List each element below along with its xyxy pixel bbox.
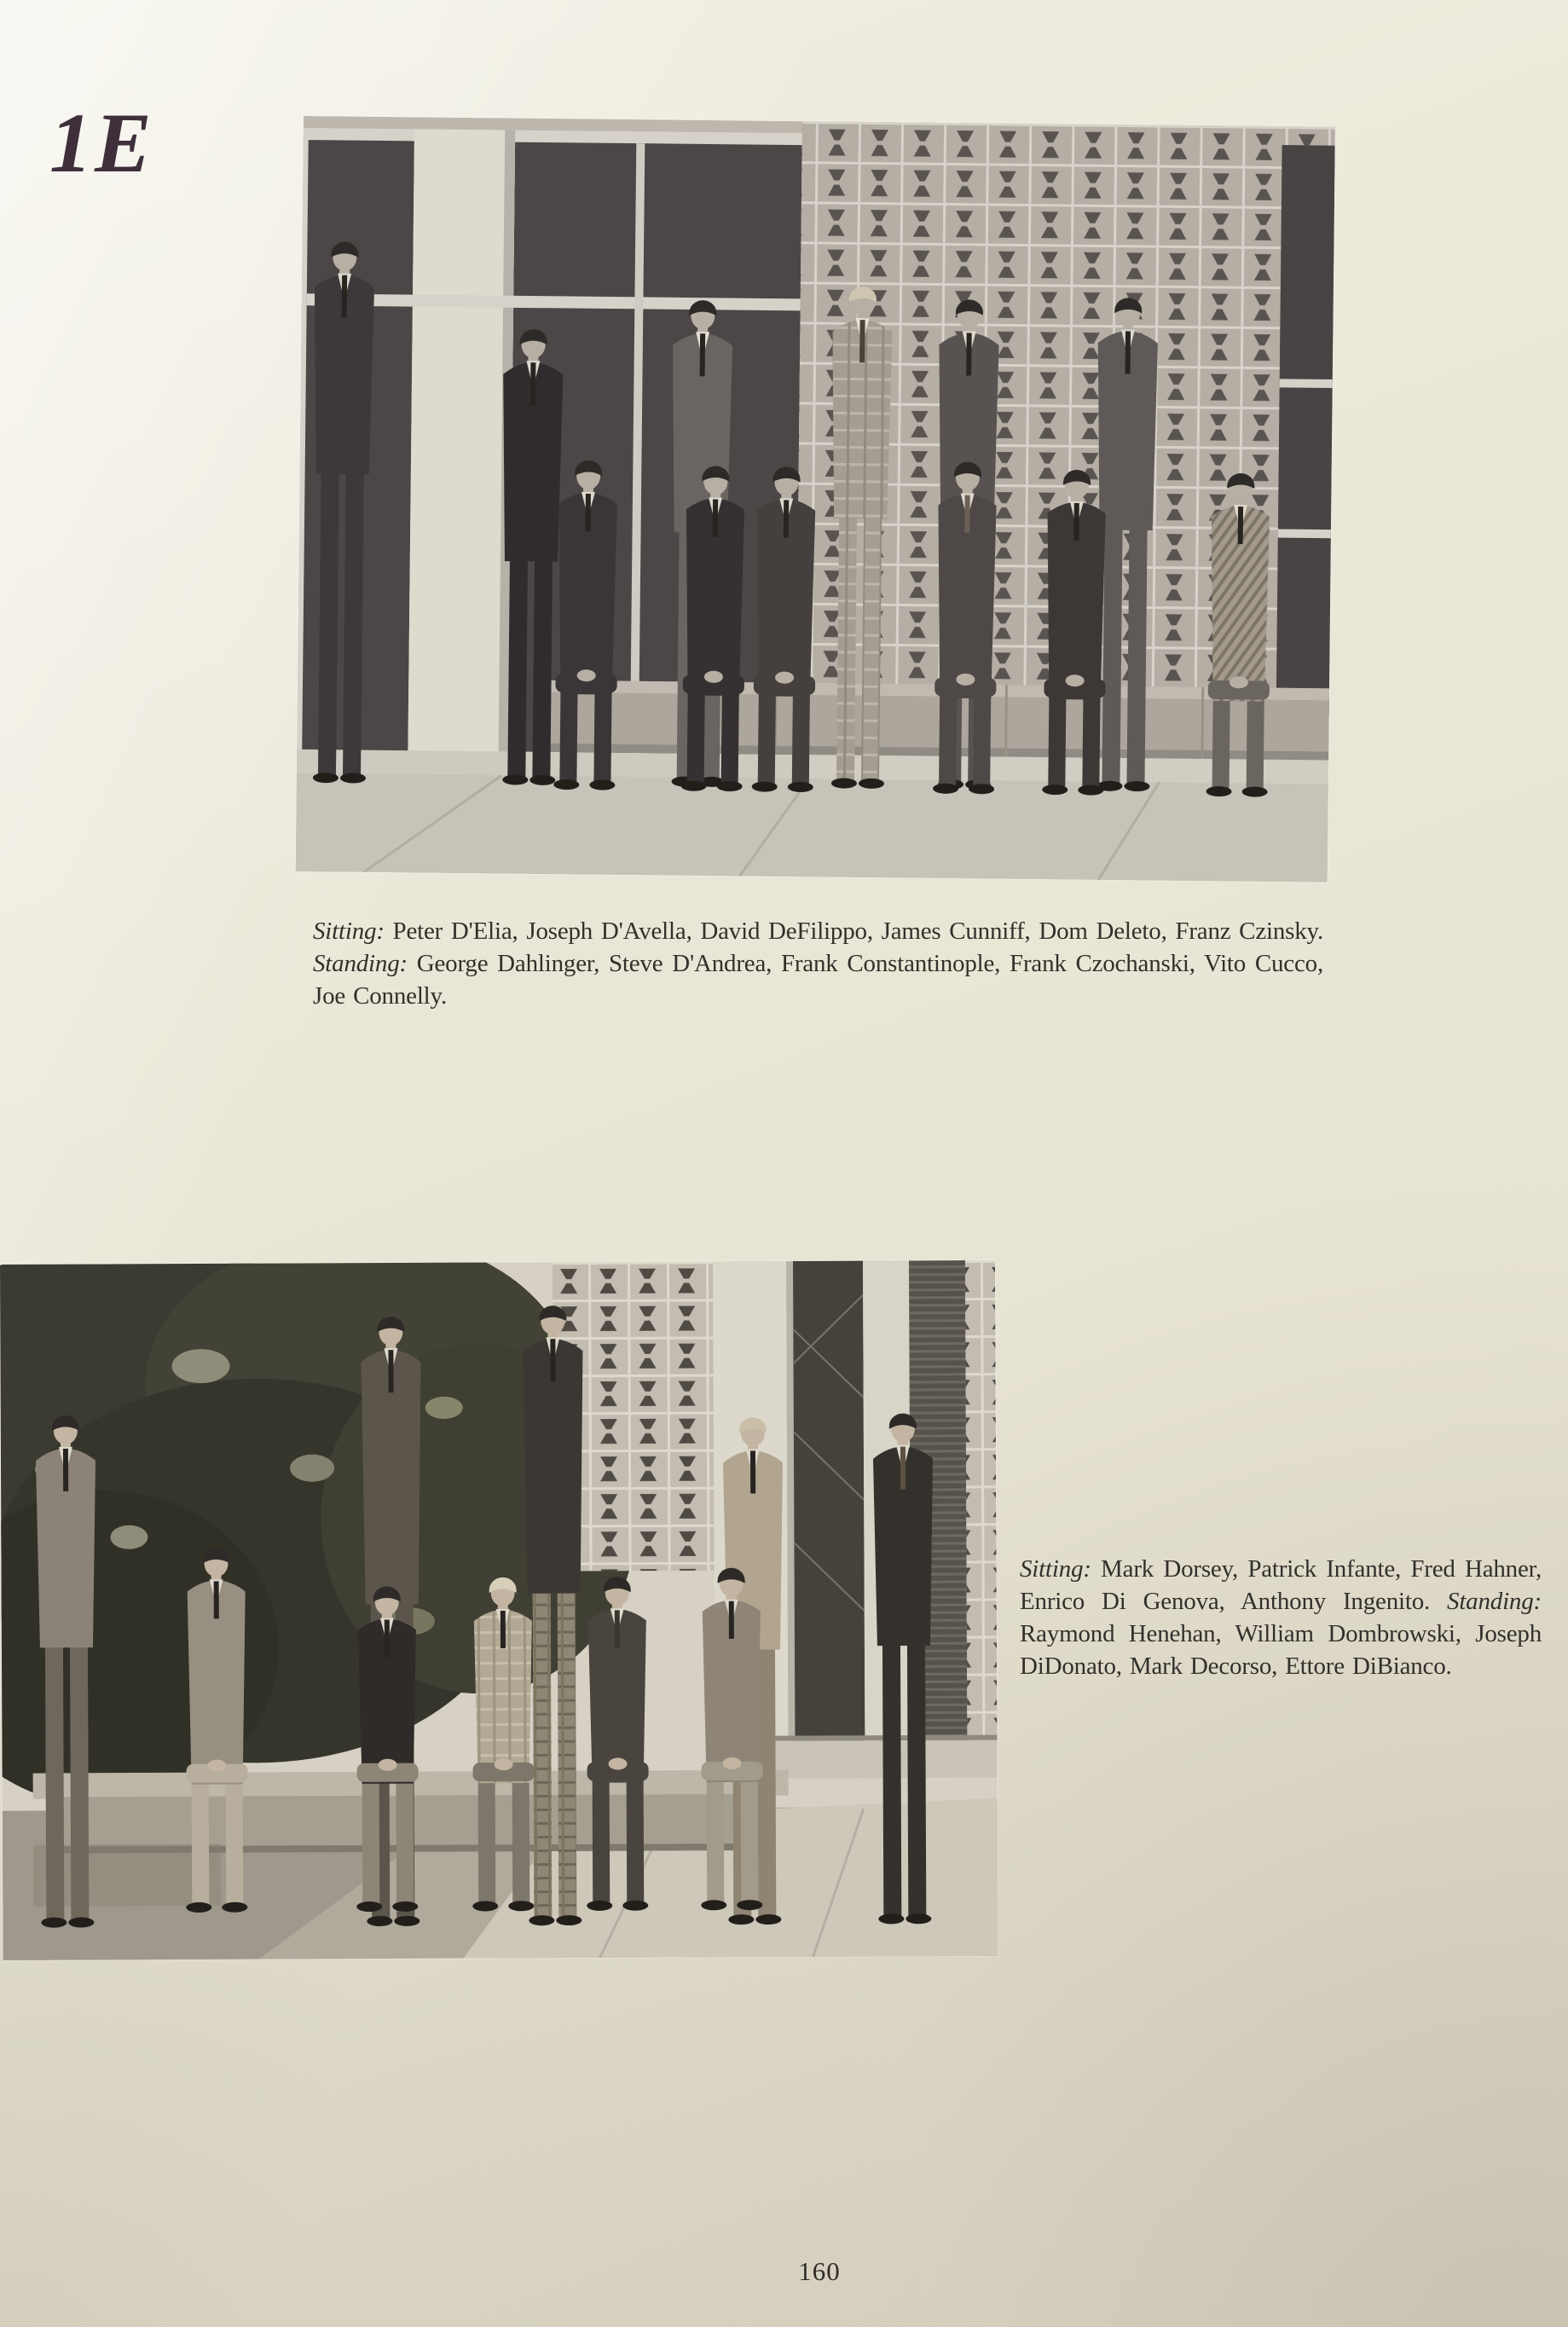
- class-photo-bottom: [0, 1260, 998, 1960]
- caption-top-sitting-label: Sitting:: [313, 917, 385, 945]
- caption-bottom-standing-names: Raymond Henehan, William Dombrowski, Joseph DiDonato, Mark Decorso, Ettore DiBianco.: [1020, 1620, 1542, 1680]
- class-photo-bottom-image: [0, 1260, 998, 1960]
- class-label: 1E: [49, 96, 154, 190]
- caption-top-sitting-names: Peter D'Elia, Joseph D'Avella, David DeFilippo, James Cunniff, Dom Deleto, Franz Czinsky.: [384, 917, 1323, 945]
- caption-top-standing-label: Standing:: [313, 950, 408, 977]
- caption-bottom-sitting-label: Sitting:: [1020, 1555, 1091, 1583]
- caption-top-standing-names: George Dahlinger, Steve D'Andrea, Frank Constantinople, Frank Czochanski, Vito Cucco, Joe Connelly.: [313, 950, 1323, 1010]
- caption-bottom-standing-label: Standing:: [1447, 1588, 1542, 1615]
- class-photo-top-image: [296, 116, 1335, 883]
- caption-top: [313, 915, 1323, 1012]
- caption-bottom: [1020, 1553, 1542, 1682]
- page-number: 160: [798, 2256, 841, 2286]
- class-photo-top: [296, 116, 1335, 883]
- caption-bottom-sitting-names: Mark Dorsey, Patrick Infante, Fred Hahner, Enrico Di Genova, Anthony Ingenito.: [1020, 1555, 1542, 1615]
